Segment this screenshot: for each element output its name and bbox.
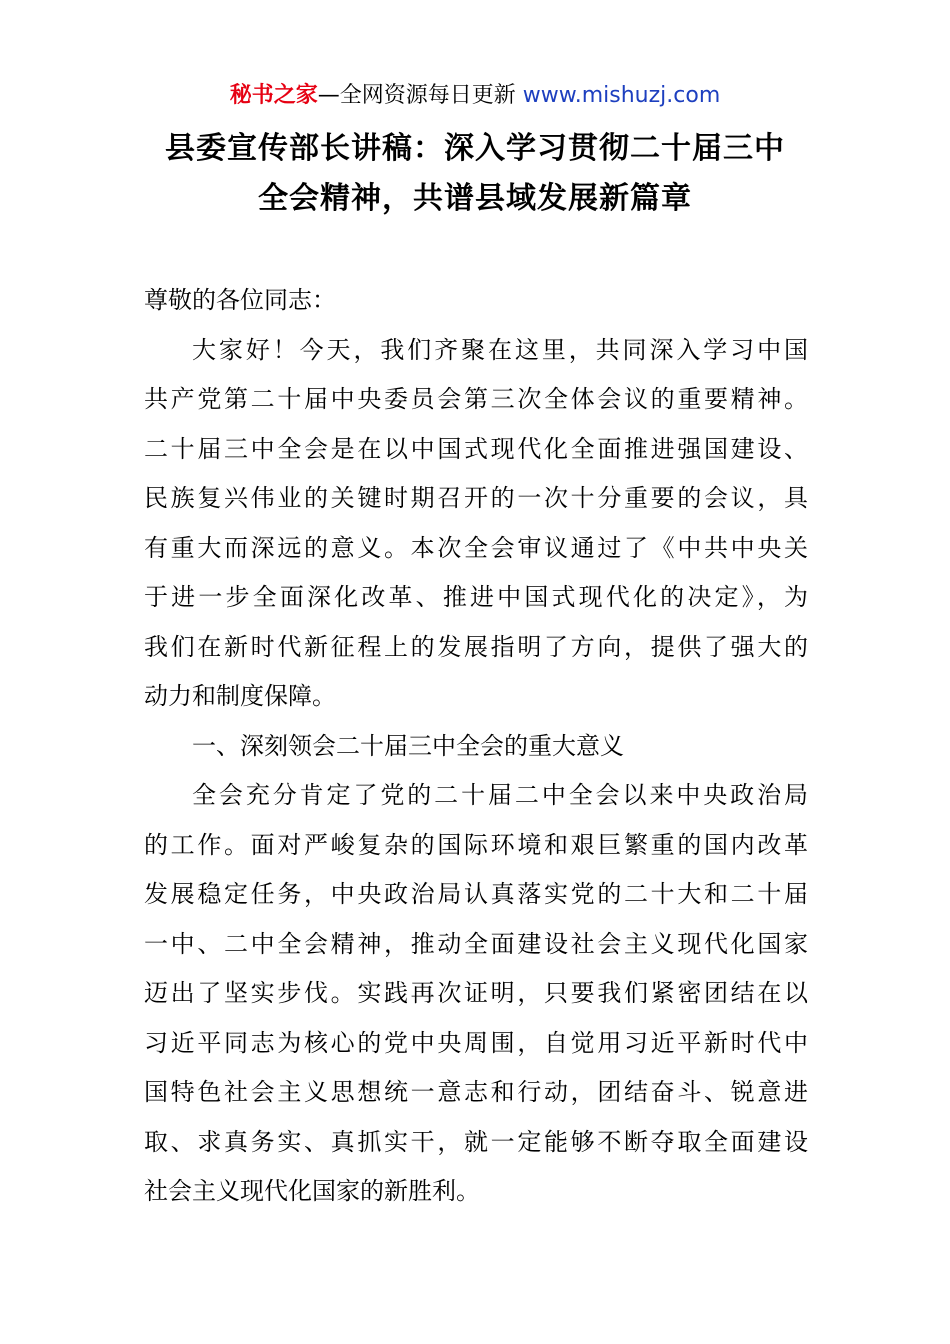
- document-title: [0, 124, 950, 224]
- paragraph-line: 有重大而深远的意义。本次全会审议通过了《中共中央关: [144, 533, 808, 562]
- paragraph-line: 全会充分肯定了党的二十届二中全会以来中央政治局: [192, 781, 808, 809]
- title-line-1: 县委宣传部长讲稿：深入学习贯彻二十届三中: [165, 131, 785, 166]
- title-line-2: 全会精神，共谱县域发展新篇章: [258, 181, 692, 216]
- paragraph-line: 的工作。面对严峻复杂的国际环境和艰巨繁重的国内改革: [144, 830, 808, 859]
- paragraph-line: 二十届三中全会是在以中国式现代化全面推进强国建设、: [144, 434, 808, 463]
- section1-paragraph: [144, 771, 808, 1217]
- paragraph-line: 一中、二中全会精神，推动全面建设社会主义现代化国家: [144, 929, 808, 958]
- paragraph-line: 社会主义现代化国家的新胜利。: [144, 1177, 480, 1205]
- paragraph-line: 动力和制度保障。: [144, 682, 336, 710]
- site-brand: 秘书之家: [229, 83, 318, 108]
- paragraph-line: 我们在新时代新征程上的发展指明了方向，提供了强大的: [144, 632, 808, 661]
- paragraph-line: 国特色社会主义思想统一意志和行动，团结奋斗、锐意进: [144, 1078, 808, 1106]
- paragraph-line: 民族复兴伟业的关键时期召开的一次十分重要的会议，具: [144, 484, 808, 512]
- document-body: [144, 276, 808, 1217]
- site-url-link[interactable]: www.mishuzj.com: [522, 83, 721, 108]
- paragraph-line: 习近平同志为核心的党中央周围，自觉用习近平新时代中: [144, 1028, 808, 1057]
- site-header: [0, 80, 950, 112]
- paragraph-line: 迈出了坚实步伐。实践再次证明，只要我们紧密团结在以: [144, 979, 808, 1007]
- section-heading-1: 一、深刻领会二十届三中全会的重大意义: [192, 731, 624, 760]
- paragraph-line: 大家好！今天，我们齐聚在这里，共同深入学习中国: [192, 335, 808, 364]
- paragraph-line: 于进一步全面深化改革、推进中国式现代化的决定》，为: [144, 583, 808, 611]
- paragraph-line: 共产党第二十届中央委员会第三次全体会议的重要精神。: [144, 385, 808, 413]
- salutation: 尊敬的各位同志：: [144, 286, 336, 314]
- paragraph-line: 发展稳定任务，中央政治局认真落实党的二十大和二十届: [144, 880, 808, 908]
- site-tagline: —全网资源每日更新: [317, 83, 523, 108]
- paragraph-line: 取、求真务实、真抓实干，就一定能够不断夺取全面建设: [144, 1127, 808, 1156]
- intro-paragraph: [144, 326, 808, 722]
